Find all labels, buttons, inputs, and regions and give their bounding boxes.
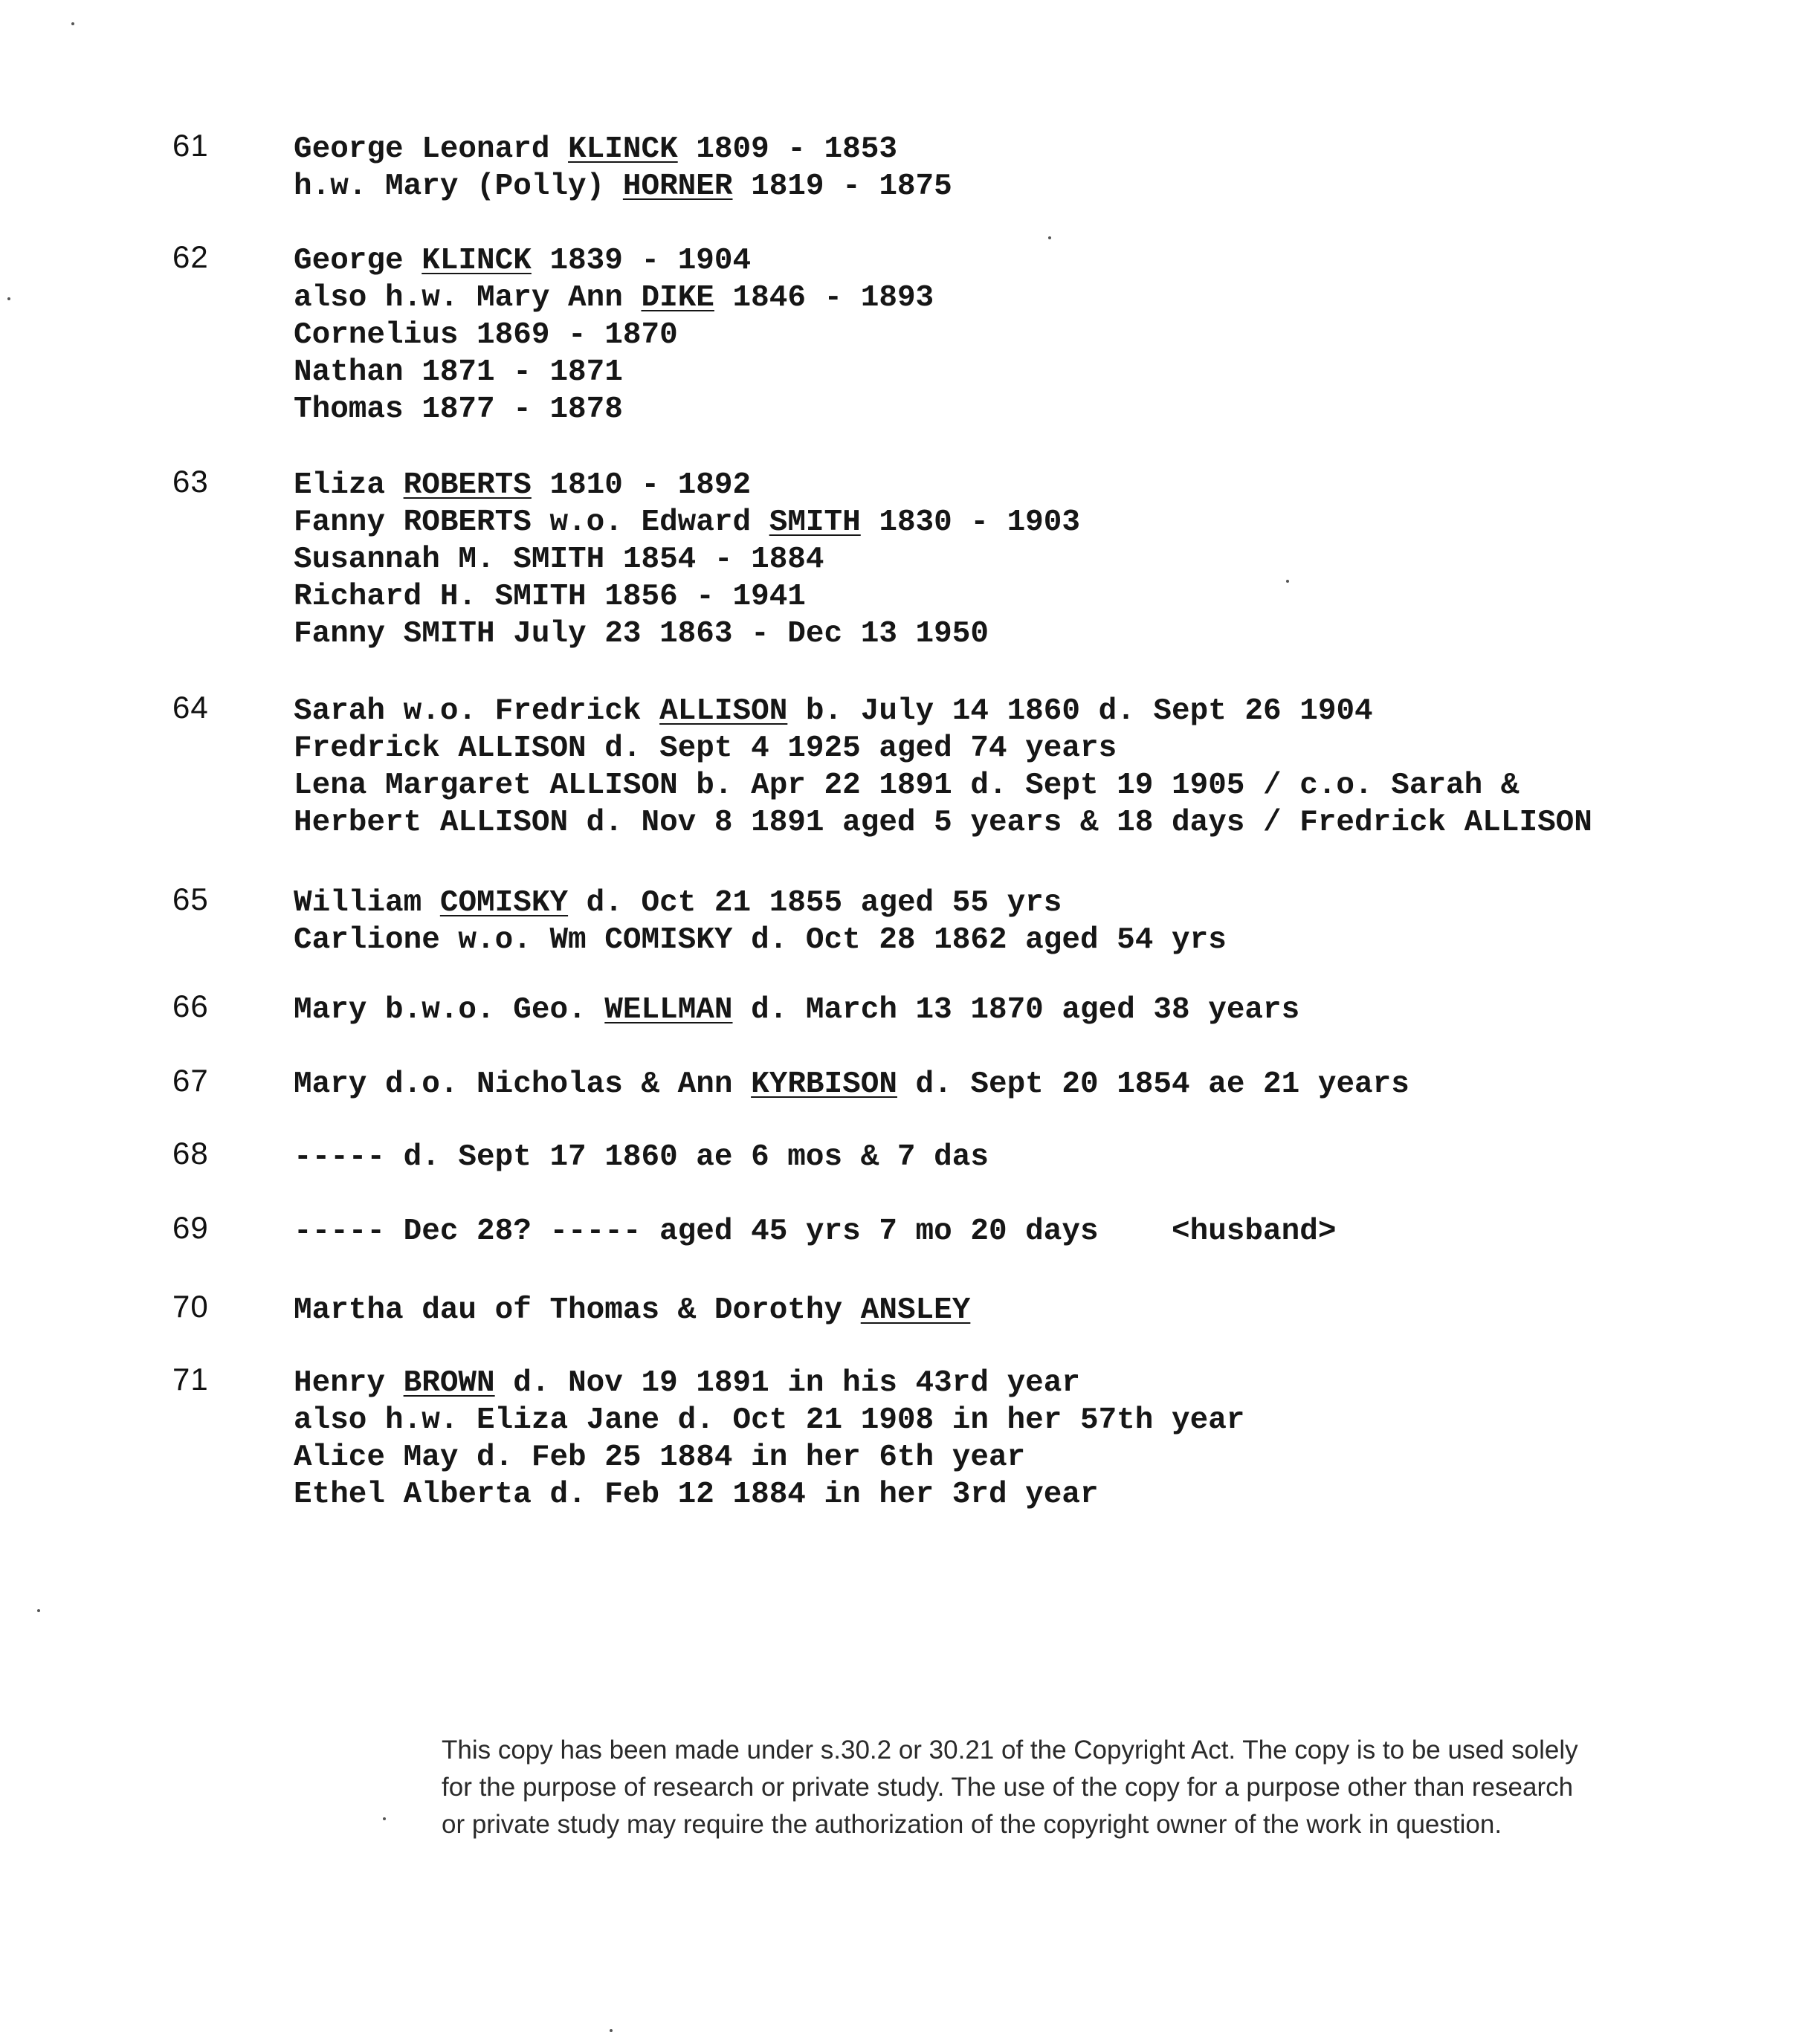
entry-line: [294, 279, 1669, 317]
entry-line: [294, 922, 1669, 959]
surname-underlined: SMITH: [769, 505, 861, 540]
surname-underlined: ALLISON: [659, 694, 788, 728]
entry-line: [294, 730, 1669, 767]
entry-line: [294, 168, 1669, 205]
surname-underlined: ROBERTS: [403, 468, 532, 502]
entry-number: 71: [172, 1362, 209, 1397]
line-text: 1810 - 1892: [531, 468, 752, 502]
line-text: Fredrick ALLISON d. Sept 4 1925 aged 74 years: [294, 731, 1117, 766]
entry-number: 66: [172, 989, 209, 1023]
line-text: h.w. Mary (Polly): [294, 169, 623, 204]
line-text: George Leonard: [294, 132, 569, 166]
entry-line: [294, 693, 1669, 730]
line-text: ----- Dec 28? ----- aged 45 yrs 7 mo 20 days <husband>: [294, 1215, 1337, 1249]
line-text: 1830 - 1903: [860, 505, 1080, 540]
entry-line: [294, 131, 1669, 168]
surname-underlined: HORNER: [622, 169, 733, 204]
entry-number: 68: [172, 1136, 209, 1171]
line-text: d. Oct 21 1855 aged 55 yrs: [568, 886, 1062, 920]
entry-lines: [294, 693, 1669, 841]
line-text: Alice May d. Feb 25 1884 in her 6th year: [294, 1440, 1026, 1475]
scan-speck: [7, 297, 10, 300]
entry-line: [294, 1439, 1669, 1476]
entry-line: [294, 804, 1669, 841]
line-text: b. July 14 1860 d. Sept 26 1904: [787, 694, 1373, 728]
entry-line: [294, 541, 1669, 578]
entry-number: 65: [172, 882, 209, 916]
line-text: Susannah M. SMITH 1854 - 1884: [294, 543, 824, 577]
line-text: d. Nov 19 1891 in his 43rd year: [494, 1366, 1080, 1400]
entry-lines: [294, 1066, 1669, 1103]
line-text: Ethel Alberta d. Feb 12 1884 in her 3rd year: [294, 1478, 1099, 1512]
entry-line: [294, 1402, 1669, 1439]
scan-speck: [37, 1609, 40, 1612]
surname-underlined: DIKE: [641, 281, 714, 315]
copyright-notice: [442, 1732, 1795, 1843]
line-text: d. Sept 20 1854 ae 21 years: [897, 1067, 1409, 1102]
line-text: 1846 - 1893: [714, 281, 934, 315]
entry-line: [294, 354, 1669, 391]
entry-line: [294, 317, 1669, 354]
surname-underlined: WELLMAN: [604, 993, 733, 1027]
entry-lines: [294, 1365, 1669, 1513]
line-text: Lena Margaret ALLISON b. Apr 22 1891 d. Sept 19 1905 / c.o. Sarah &: [294, 769, 1520, 803]
line-text: Cornelius 1869 - 1870: [294, 318, 678, 352]
line-text: Mary b.w.o. Geo.: [294, 993, 605, 1027]
copyright-notice-line: This copy has been made under s.30.2 or 30.21 of the Copyright Act. The copy is to be used solely: [442, 1736, 1578, 1765]
line-text: Mary d.o. Nicholas & Ann: [294, 1067, 752, 1102]
scan-speck: [1048, 236, 1051, 239]
surname-underlined: ANSLEY: [860, 1293, 971, 1327]
entry-line: [294, 1213, 1669, 1250]
entry-line: [294, 1476, 1669, 1513]
entry-line: [294, 578, 1669, 615]
line-text: William: [294, 886, 440, 920]
entry-line: [294, 1292, 1669, 1329]
copyright-notice-line: for the purpose of research or private study. The use of the copy for a purpose other than research: [442, 1773, 1574, 1802]
line-text: Carlione w.o. Wm COMISKY d. Oct 28 1862 aged 54 yrs: [294, 923, 1227, 957]
line-text: Richard H. SMITH 1856 - 1941: [294, 580, 806, 614]
entry-lines: [294, 992, 1669, 1029]
line-text: 1839 - 1904: [531, 244, 752, 278]
line-text: also h.w. Mary Ann: [294, 281, 642, 315]
entry-line: [294, 767, 1669, 804]
entry-number: 61: [172, 128, 209, 163]
entry-lines: [294, 131, 1669, 205]
line-text: Thomas 1877 - 1878: [294, 392, 623, 427]
entry-number: 67: [172, 1063, 209, 1098]
line-text: Sarah w.o. Fredrick: [294, 694, 660, 728]
entry-number: 63: [172, 464, 209, 499]
surname-underlined: BROWN: [403, 1366, 495, 1400]
entry-lines: [294, 1213, 1669, 1250]
line-text: also h.w. Eliza Jane d. Oct 21 1908 in her 57th year: [294, 1403, 1245, 1437]
line-text: Herbert ALLISON d. Nov 8 1891 aged 5 years & 18 days / Fredrick ALLISON: [294, 806, 1592, 840]
copyright-notice-line: or private study may require the authorization of the copyright owner of the work in question.: [442, 1810, 1502, 1839]
entry-line: [294, 615, 1669, 653]
entry-line: [294, 884, 1669, 922]
scan-speck: [610, 2029, 613, 2032]
scan-speck: [1286, 580, 1289, 583]
line-text: d. March 13 1870 aged 38 years: [732, 993, 1300, 1027]
line-text: Fanny SMITH July 23 1863 - Dec 13 1950: [294, 617, 989, 651]
line-text: Eliza: [294, 468, 404, 502]
scan-speck: [71, 22, 74, 25]
entry-number: 69: [172, 1210, 209, 1245]
entry-line: [294, 1139, 1669, 1176]
surname-underlined: KLINCK: [568, 132, 678, 166]
surname-underlined: KLINCK: [422, 244, 532, 278]
entry-line: [294, 391, 1669, 428]
line-text: Fanny ROBERTS w.o. Edward: [294, 505, 769, 540]
entry-lines: [294, 1139, 1669, 1176]
line-text: ----- d. Sept 17 1860 ae 6 mos & 7 das: [294, 1140, 989, 1174]
line-text: Nathan 1871 - 1871: [294, 355, 623, 389]
entry-lines: [294, 242, 1669, 428]
entry-number: 62: [172, 239, 209, 274]
entry-line: [294, 1365, 1669, 1402]
line-text: Henry: [294, 1366, 404, 1400]
scan-speck: [383, 1817, 386, 1820]
entry-line: [294, 467, 1669, 504]
surname-underlined: COMISKY: [439, 886, 569, 920]
entry-lines: [294, 467, 1669, 653]
entry-line: [294, 1066, 1669, 1103]
line-text: Martha dau of Thomas & Dorothy: [294, 1293, 861, 1327]
line-text: 1809 - 1853: [677, 132, 897, 166]
line-text: 1819 - 1875: [732, 169, 952, 204]
entry-line: [294, 992, 1669, 1029]
line-text: George: [294, 244, 422, 278]
entry-line: [294, 242, 1669, 279]
surname-underlined: KYRBISON: [751, 1067, 897, 1102]
entry-lines: [294, 1292, 1669, 1329]
entry-number: 64: [172, 690, 209, 725]
entry-number: 70: [172, 1289, 209, 1324]
entry-lines: [294, 884, 1669, 959]
entry-line: [294, 504, 1669, 541]
